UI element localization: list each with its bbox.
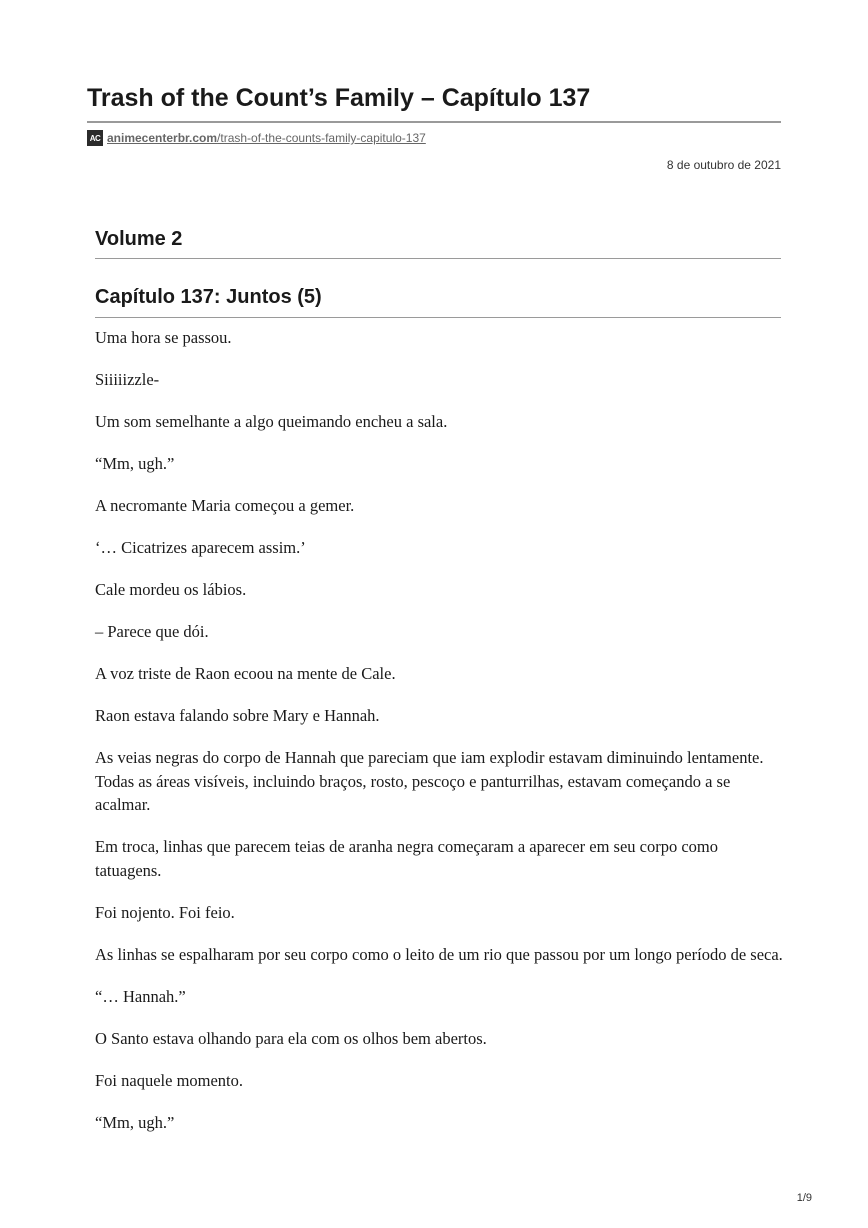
paragraph: Siiiiizzle- — [95, 370, 160, 389]
chapter-body — [95, 326, 785, 1153]
paragraph: Um som semelhante a algo queimando encheu a sala. — [95, 412, 448, 431]
paragraph: A voz triste de Raon ecoou na mente de Cale. — [95, 664, 396, 683]
volume-heading: Volume 2 — [95, 228, 183, 250]
site-logo-icon: AC — [87, 130, 103, 146]
paragraph: “Mm, ugh.” — [95, 1112, 175, 1132]
paragraph: Uma hora se passou. — [95, 328, 232, 347]
chapter-heading: Capítulo 137: Juntos (5) — [95, 286, 322, 308]
paragraph: O Santo estava olhando para ela com os olhos bem abertos. — [95, 1028, 487, 1048]
paragraph: Raon estava falando sobre Mary e Hannah. — [95, 706, 380, 725]
paragraph: Foi naquele momento. — [95, 1070, 244, 1090]
paragraph: ‘… Cicatrizes aparecem assim.’ — [95, 538, 306, 557]
page-number: 1/9 — [796, 1192, 812, 1204]
paragraph: Em troca, linhas que parecem teias de aranha negra começaram a aparecer em seu corpo como tatuagens. — [95, 837, 719, 880]
source-domain: animecenterbr.com — [107, 131, 218, 145]
paragraph: As veias negras do corpo de Hannah que pareciam que iam explodir estavam diminuindo lentamente. Todas as áreas visíveis, incluindo braços, rosto, pescoço e panturrilhas, estavam começando a se acalmar. — [95, 748, 764, 814]
paragraph: Cale mordeu os lábios. — [95, 580, 247, 599]
source-link[interactable] — [107, 131, 426, 145]
publish-date: 8 de outubro de 2021 — [666, 158, 781, 172]
paragraph: “… Hannah.” — [95, 986, 186, 1006]
paragraph: “Mm, ugh.” — [95, 454, 175, 473]
paragraph: Foi nojento. Foi feio. — [95, 902, 235, 922]
title-divider — [87, 121, 781, 123]
volume-divider — [95, 258, 781, 259]
paragraph: A necromante Maria começou a gemer. — [95, 496, 355, 515]
paragraph: – Parece que dói. — [95, 622, 209, 641]
paragraph: As linhas se espalharam por seu corpo como o leito de um rio que passou por um longo período de seca. — [95, 944, 783, 964]
source-path: /trash-of-the-counts-family-capitulo-137 — [217, 131, 426, 145]
source-line — [87, 129, 426, 147]
chapter-divider — [95, 317, 781, 318]
page-title: Trash of the Count’s Family – Capítulo 137 — [87, 84, 591, 112]
